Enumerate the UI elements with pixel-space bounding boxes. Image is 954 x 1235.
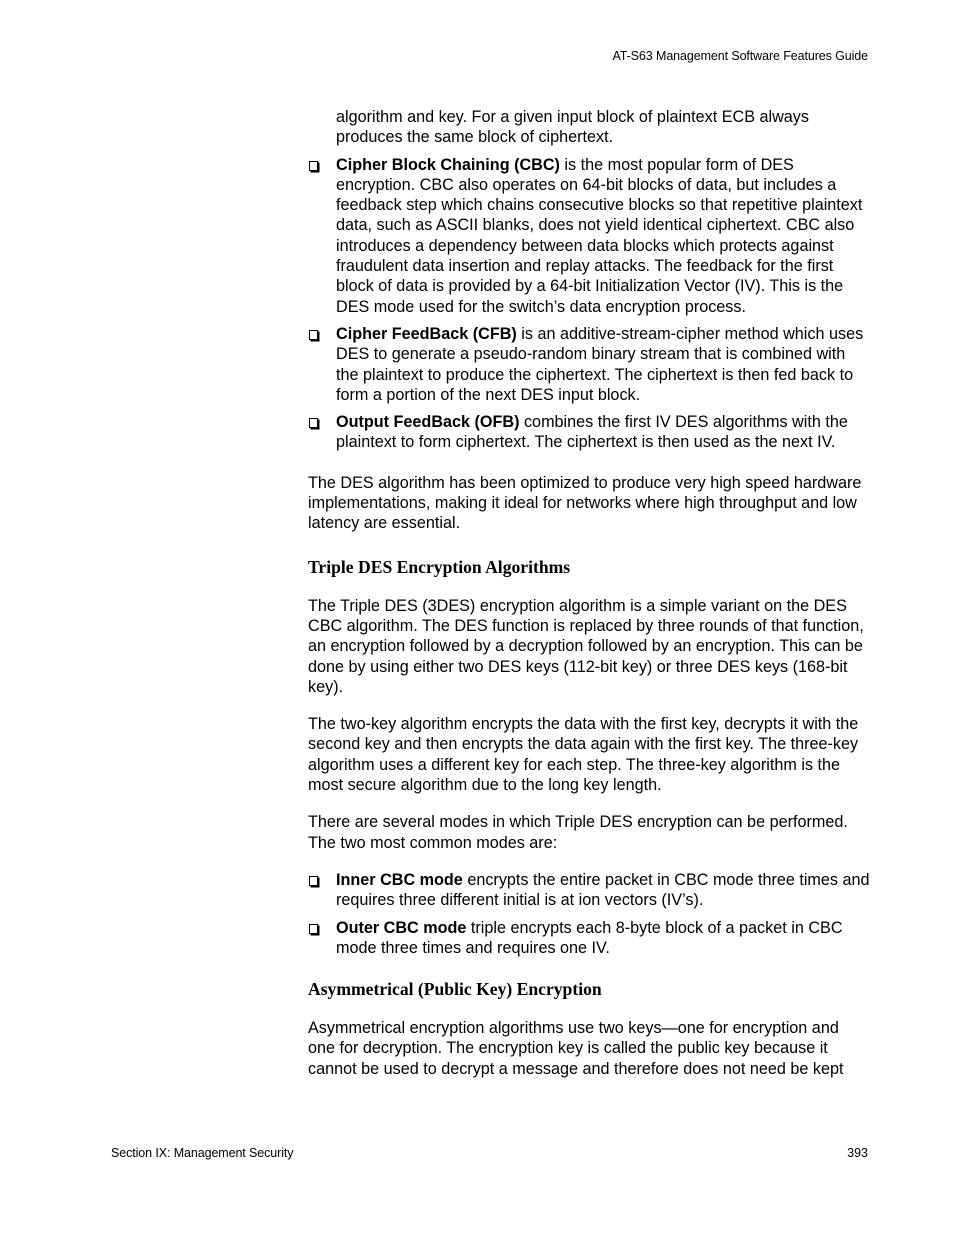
list-item-cfb [308,324,870,405]
desc-cfb: is an additive-stream-cipher method which uses DES to generate a pseudo-random binary stream that is combined with the plaintext to produce the ciphertext. The ciphertext is then fed back to form a portion of the next DES input block. [336,324,864,404]
checkbox-bullet-icon [309,161,318,171]
term-outer-cbc: Outer CBC mode [336,918,467,937]
footer-section: Section IX: Management Security [111,1146,294,1160]
des-summary-paragraph: The DES algorithm has been optimized to produce very high speed hardware implementations, making it ideal for networks where high throughput and low latency are essential. [308,473,862,533]
desc-cbc: is the most popular form of DES encryption. CBC also operates on 64-bit blocks of data, but includes a feedback step which chains consecutive blocks so that repetitive plaintext data, such as ASCII blanks, does not yield identical ciphertext. CBC also introduces a dependency between data blocks which protects against fraudulent data insertion and replay attacks. The feedback for the first block of data is provided by a 64-bit Initialization Vector (IV). This is the DES mode used for the switch’s data encryption process. [336,155,863,316]
page-body [308,107,870,1096]
desc-ofb: combines the first IV DES algorithms with the plaintext to form ciphertext. The ciphertext is then used as the next IV. [336,413,848,452]
term-cbc: Cipher Block Chaining (CBC) [336,155,560,174]
term-ofb: Output FeedBack (OFB) [336,413,520,432]
desc-inner-cbc: encrypts the entire packet in CBC mode three times and requires three different initial is at ion vectors (IV’s). [336,870,870,910]
triple-des-paragraph-1: The Triple DES (3DES) encryption algorithm is a simple variant on the DES CBC algorithm. The DES function is replaced by three rounds of that function, an encryption followed by a decryption followed by an encryption. This can be done by using either two DES keys (112-bit key) or three DES keys (168-bit key). [308,596,864,696]
checkbox-bullet-icon [309,418,318,428]
triple-des-paragraph-2: The two-key algorithm encrypts the data with the first key, decrypts it with the second key and then encrypts the data again with the first key. The three-key algorithm uses a different key for each step. The three-key algorithm is the most secure algorithm due to the long key length. [308,715,859,795]
list-item-cbc [308,155,870,317]
triple-des-heading: Triple DES Encryption Algorithms [308,556,571,577]
checkbox-bullet-icon [309,924,318,934]
checkbox-bullet-icon [309,876,318,886]
page-number: 393 [847,1146,868,1160]
desc-outer-cbc: triple encrypts each 8-byte block of a packet in CBC mode three times and requires one IV. [336,918,843,957]
term-cfb: Cipher FeedBack (CFB) [336,324,517,343]
triple-des-paragraph-3: There are several modes in which Triple DES encryption can be performed. The two most common modes are: [308,813,848,852]
checkbox-bullet-icon [309,330,318,340]
list-item-inner-cbc [308,870,870,911]
running-header: AT-S63 Management Software Features Guide [612,49,868,63]
list-item-outer-cbc [308,918,870,959]
ecb-continuation: algorithm and key. For a given input block of plaintext ECB always produces the same block of ciphertext. [336,108,809,147]
list-item-ofb [308,412,870,453]
term-inner-cbc: Inner CBC mode [336,870,463,889]
asymmetrical-paragraph-1: Asymmetrical encryption algorithms use two keys—one for encryption and one for decryption. The encryption key is called the public key because it cannot be used to decrypt a message and therefore does not need be kept [308,1019,844,1078]
asymmetrical-heading: Asymmetrical (Public Key) Encryption [308,979,602,1000]
